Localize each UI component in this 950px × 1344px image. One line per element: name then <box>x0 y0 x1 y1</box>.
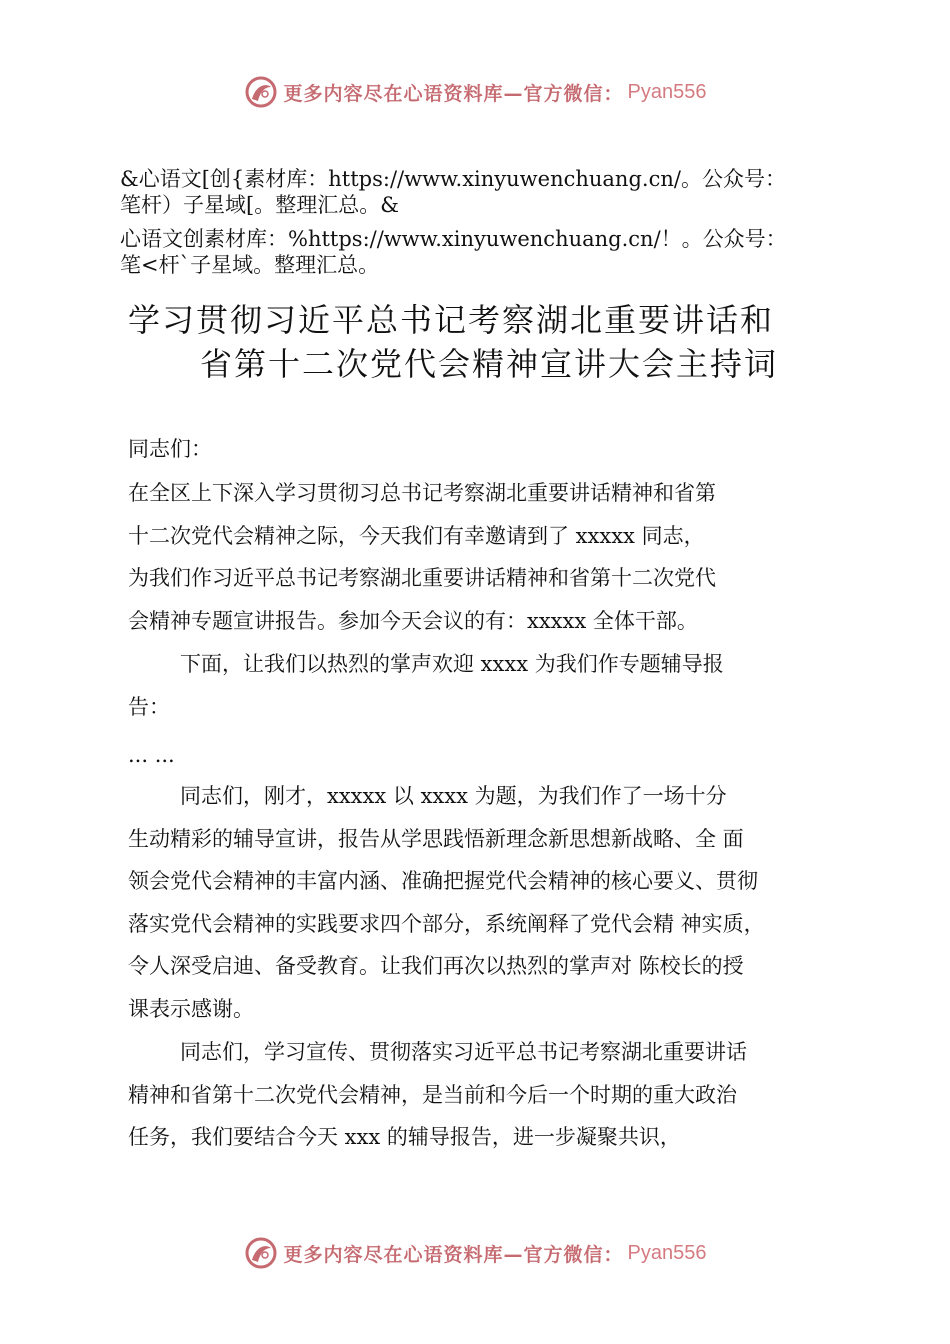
paragraph-line: 任务，我们要结合今天 xxx 的辅导报告，进一步凝聚共识， <box>128 1125 681 1149</box>
watermark-line: 心语文创素材库：%https://www.xinyuwenchuang.cn/！。公众号： <box>120 227 787 251</box>
salutation: 同志们： <box>128 437 212 461</box>
paragraph-line: 领会党代会精神的丰富内涵、准确把握党代会精神的核心要义、贯彻 <box>128 869 758 893</box>
paragraph-line: 在全区上下深入学习贯彻习总书记考察湖北重要讲话精神和省第 <box>128 481 716 505</box>
paragraph-line: 精神和省第十二次党代会精神，是当前和今后一个时期的重大政治 <box>128 1083 737 1107</box>
banner-text: 更多内容尽在心语资料库—官方微信： <box>283 1243 624 1266</box>
brand-logo-icon <box>244 1236 278 1270</box>
header-banner <box>0 72 950 112</box>
wechat-id: Pyan556 <box>627 1241 707 1264</box>
watermark-line: 笔<杆`子星域。整理汇总。 <box>120 253 380 277</box>
watermark-line: &心语文[创{素材库：https://www.xinyuwenchuang.cn/。公众号： <box>120 167 786 191</box>
document-title-line1: 学习贯彻习近平总书记考察湖北重要讲话和 <box>128 301 775 339</box>
banner-text: 更多内容尽在心语资料库—官方微信： <box>283 82 624 105</box>
paragraph-line: 告： <box>128 695 170 719</box>
brand-logo-icon <box>244 75 278 109</box>
ellipsis: ... ... <box>128 743 175 767</box>
watermark-line: 笔杆）子星域[。整理汇总。& <box>120 193 399 217</box>
paragraph-line: 下面，让我们以热烈的掌声欢迎 xxxx 为我们作专题辅导报 <box>180 652 724 676</box>
paragraph-line: 同志们，刚才，xxxxx 以 xxxx 为题，为我们作了一场十分 <box>180 784 727 808</box>
paragraph-line: 令人深受启迪、备受教育。让我们再次以热烈的掌声对 陈校长的授 <box>128 954 744 978</box>
paragraph-line: 落实党代会精神的实践要求四个部分，系统阐释了党代会精 神实质， <box>128 912 765 936</box>
paragraph-line: 十二次党代会精神之际，今天我们有幸邀请到了 xxxxx 同志， <box>128 524 705 548</box>
wechat-id: Pyan556 <box>627 80 707 103</box>
paragraph-line: 为我们作习近平总书记考察湖北重要讲话精神和省第十二次党代 <box>128 566 716 590</box>
footer-banner <box>0 1233 950 1273</box>
paragraph-line: 生动精彩的辅导宣讲，报告从学思践悟新理念新思想新战略、全 面 <box>128 827 744 851</box>
document-title-line2: 省第十二次党代会精神宣讲大会主持词 <box>200 345 779 383</box>
paragraph-line: 同志们，学习宣传、贯彻落实习近平总书记考察湖北重要讲话 <box>180 1040 747 1064</box>
paragraph-line: 课表示感谢。 <box>128 997 254 1021</box>
paragraph-line: 会精神专题宣讲报告。参加今天会议的有：xxxxx 全体干部。 <box>128 609 698 633</box>
